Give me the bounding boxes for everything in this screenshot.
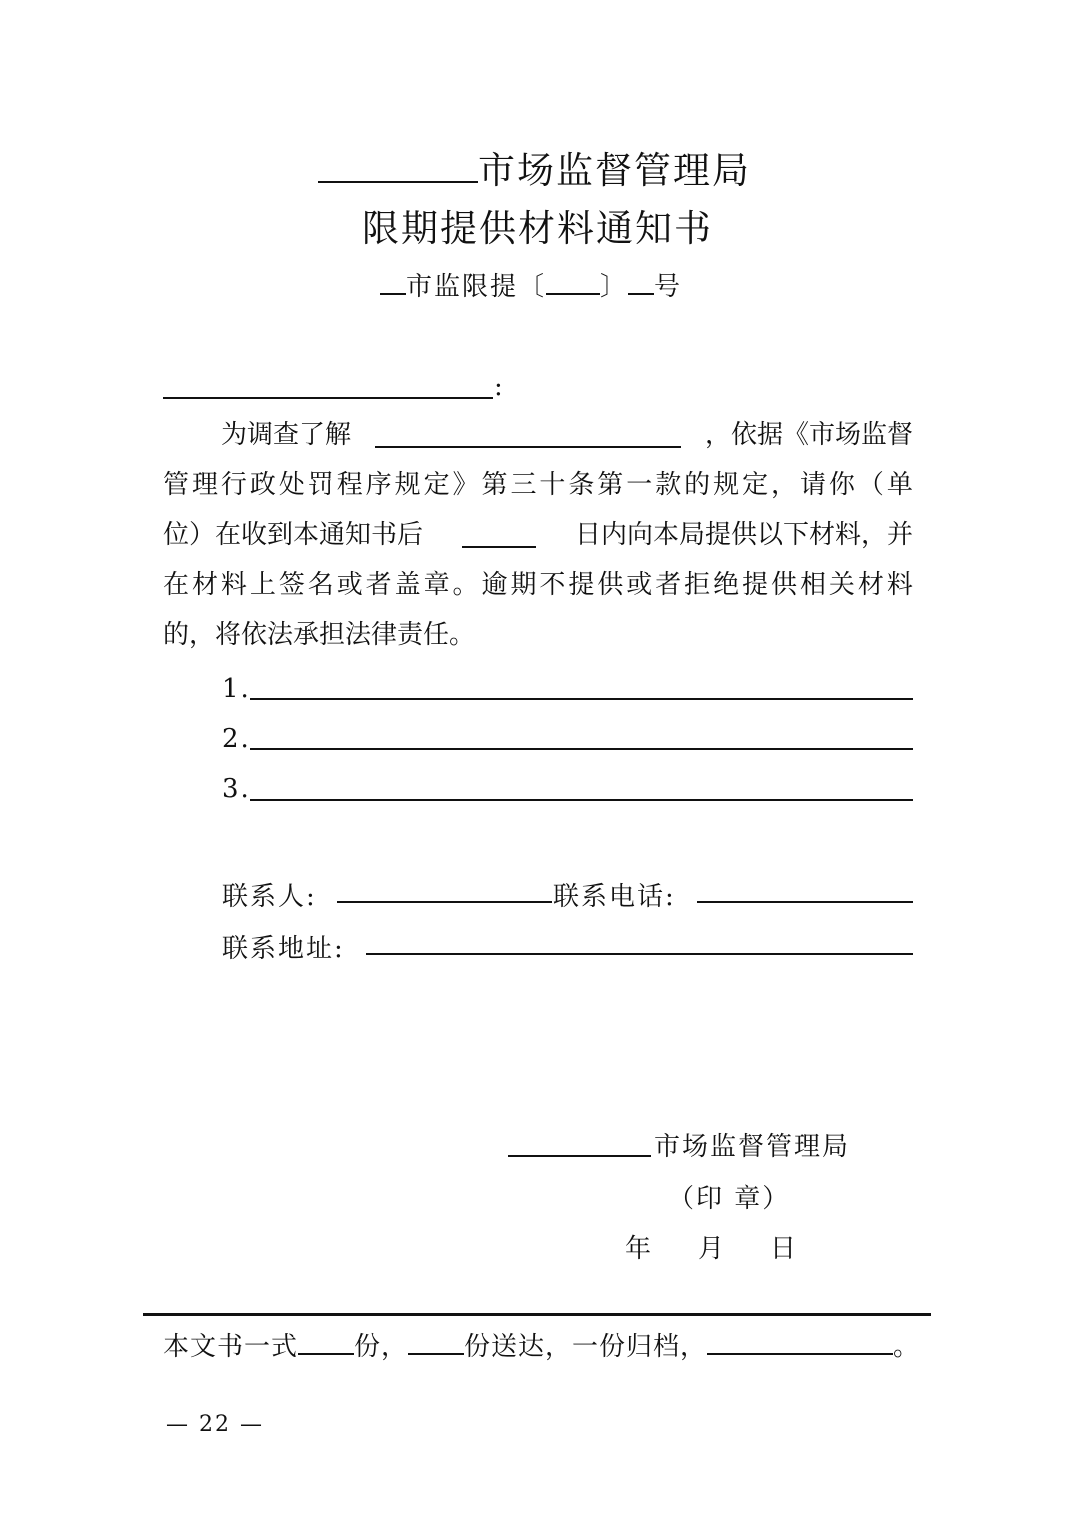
paragraph-char: 十 (539, 470, 566, 500)
doc-number-suffix: 号 (654, 272, 683, 302)
copies-end: 。 (893, 1332, 921, 1362)
page-number: — 22 — (166, 1412, 264, 1437)
document-number (380, 266, 682, 303)
paragraph-char: 提 (742, 570, 769, 600)
doc-number-serial-blank[interactable] (628, 293, 654, 295)
date-year-label: 年 (625, 1234, 654, 1264)
footer-divider (143, 1313, 931, 1316)
paragraph-char: 逾 (481, 570, 508, 600)
paragraph-char: 料 (220, 570, 247, 600)
served-copies-blank[interactable] (408, 1353, 464, 1355)
seal-label: （印 章） (668, 1184, 791, 1214)
org-title (318, 140, 751, 194)
contact-person-blank[interactable] (337, 901, 552, 903)
archive-note-blank[interactable] (707, 1353, 893, 1355)
paragraph-line-5 (163, 610, 913, 660)
paragraph-char: 请 (799, 470, 826, 500)
recipient-blank[interactable] (163, 397, 493, 399)
contact-phone-blank[interactable] (697, 901, 913, 903)
paragraph-line-1 (163, 410, 913, 460)
paragraph-line-4 (163, 560, 913, 610)
paragraph-char: 提 (568, 570, 595, 600)
paragraph-char: 盖 (394, 570, 421, 600)
doc-number-prefix: 市监限提〔 (406, 272, 547, 302)
paragraph-line-3 (163, 510, 913, 560)
notice-paragraph (163, 410, 913, 660)
paragraph-char: 材 (857, 570, 884, 600)
paragraph-char: 三 (510, 470, 537, 500)
paragraph-char: 或 (626, 570, 653, 600)
paragraph-char: 规 (394, 470, 421, 500)
paragraph-char: 定 (742, 470, 769, 500)
document-title: 限期提供材料通知书 (362, 207, 713, 250)
org-name-blank[interactable] (318, 181, 478, 183)
contact-phone-label: 联系电话: (553, 882, 676, 912)
paragraph-char: 材 (191, 570, 218, 600)
paragraph-char: 行 (220, 470, 247, 500)
paragraph-char: 》 (452, 470, 479, 500)
paragraph-char: 章 (423, 570, 450, 600)
paragraph-char: 在 (163, 570, 190, 600)
paragraph-char: 或 (336, 570, 363, 600)
deadline-text-b: 日内向本局提供以下材料，并 (574, 520, 913, 550)
signature-org-suffix: 市场监督管理局 (654, 1132, 851, 1162)
paragraph-char: 绝 (713, 570, 740, 600)
copies-line (163, 1326, 920, 1363)
material-item-blank[interactable] (250, 799, 913, 801)
contact-address-label: 联系地址: (222, 934, 345, 964)
org-title-suffix: 市场监督管理局 (478, 149, 751, 192)
deadline-text-a: 位）在收到本通知书后 (163, 520, 424, 550)
investigate-label: 为调查了解 (221, 420, 352, 450)
paragraph-char: 上 (249, 570, 276, 600)
copies-text-a: 本文书一式 (163, 1332, 299, 1362)
material-item-number: 1. (222, 674, 251, 704)
legal-basis-text: ，依据《市场监督 (704, 420, 913, 450)
paragraph-char: 单 (886, 470, 913, 500)
paragraph-char: 相 (799, 570, 826, 600)
total-copies-blank[interactable] (298, 1353, 354, 1355)
paragraph-char: 不 (539, 570, 566, 600)
paragraph-char: （ (857, 470, 884, 500)
paragraph-char: 名 (307, 570, 334, 600)
paragraph-char: 供 (771, 570, 798, 600)
material-item-blank[interactable] (250, 748, 913, 750)
paragraph-char: 规 (713, 470, 740, 500)
doc-number-mid: 〕 (600, 272, 629, 302)
paragraph-char: 料 (886, 570, 913, 600)
material-item-number: 3. (222, 774, 251, 804)
date-day-label: 日 (770, 1234, 799, 1264)
recipient-colon: : (494, 372, 505, 402)
material-item-number: 2. (222, 724, 251, 754)
paragraph-char: 款 (655, 470, 682, 500)
paragraph-char: 第 (481, 470, 508, 500)
paragraph-char: 签 (278, 570, 305, 600)
paragraph-char: 第 (597, 470, 624, 500)
paragraph-char: 理 (191, 470, 218, 500)
date-month-label: 月 (698, 1234, 727, 1264)
paragraph-char: 关 (828, 570, 855, 600)
paragraph-char: 你 (828, 470, 855, 500)
deadline-days-blank[interactable] (462, 510, 536, 548)
paragraph-char: 处 (278, 470, 305, 500)
paragraph-char: 管 (163, 470, 190, 500)
paragraph-char: 者 (655, 570, 682, 600)
copies-text-c: 份送达，一份归档， (464, 1332, 708, 1362)
material-item-blank[interactable] (250, 698, 913, 700)
doc-number-year-blank[interactable] (546, 293, 600, 295)
doc-number-region-blank[interactable] (380, 293, 406, 295)
paragraph-char: 拒 (684, 570, 711, 600)
paragraph-line-2 (163, 460, 913, 510)
paragraph-char: ， (771, 470, 798, 500)
paragraph-char: 条 (568, 470, 595, 500)
paragraph-char: 的 (684, 470, 711, 500)
contact-person-label: 联系人: (222, 882, 317, 912)
liability-text: 的，将依法承担法律责任。 (163, 620, 476, 650)
contact-address-blank[interactable] (366, 953, 913, 955)
signature-org-blank[interactable] (508, 1155, 651, 1157)
paragraph-char: 序 (365, 470, 392, 500)
investigation-matter-blank[interactable] (375, 410, 681, 448)
paragraph-char: 供 (597, 570, 624, 600)
paragraph-char: 政 (249, 470, 276, 500)
copies-text-b: 份， (354, 1332, 409, 1362)
paragraph-char: 一 (626, 470, 653, 500)
paragraph-char: 定 (423, 470, 450, 500)
paragraph-char: 期 (510, 570, 537, 600)
paragraph-char: 程 (336, 470, 363, 500)
paragraph-char: 罚 (307, 470, 334, 500)
paragraph-char: 者 (365, 570, 392, 600)
paragraph-char: 。 (452, 570, 479, 600)
